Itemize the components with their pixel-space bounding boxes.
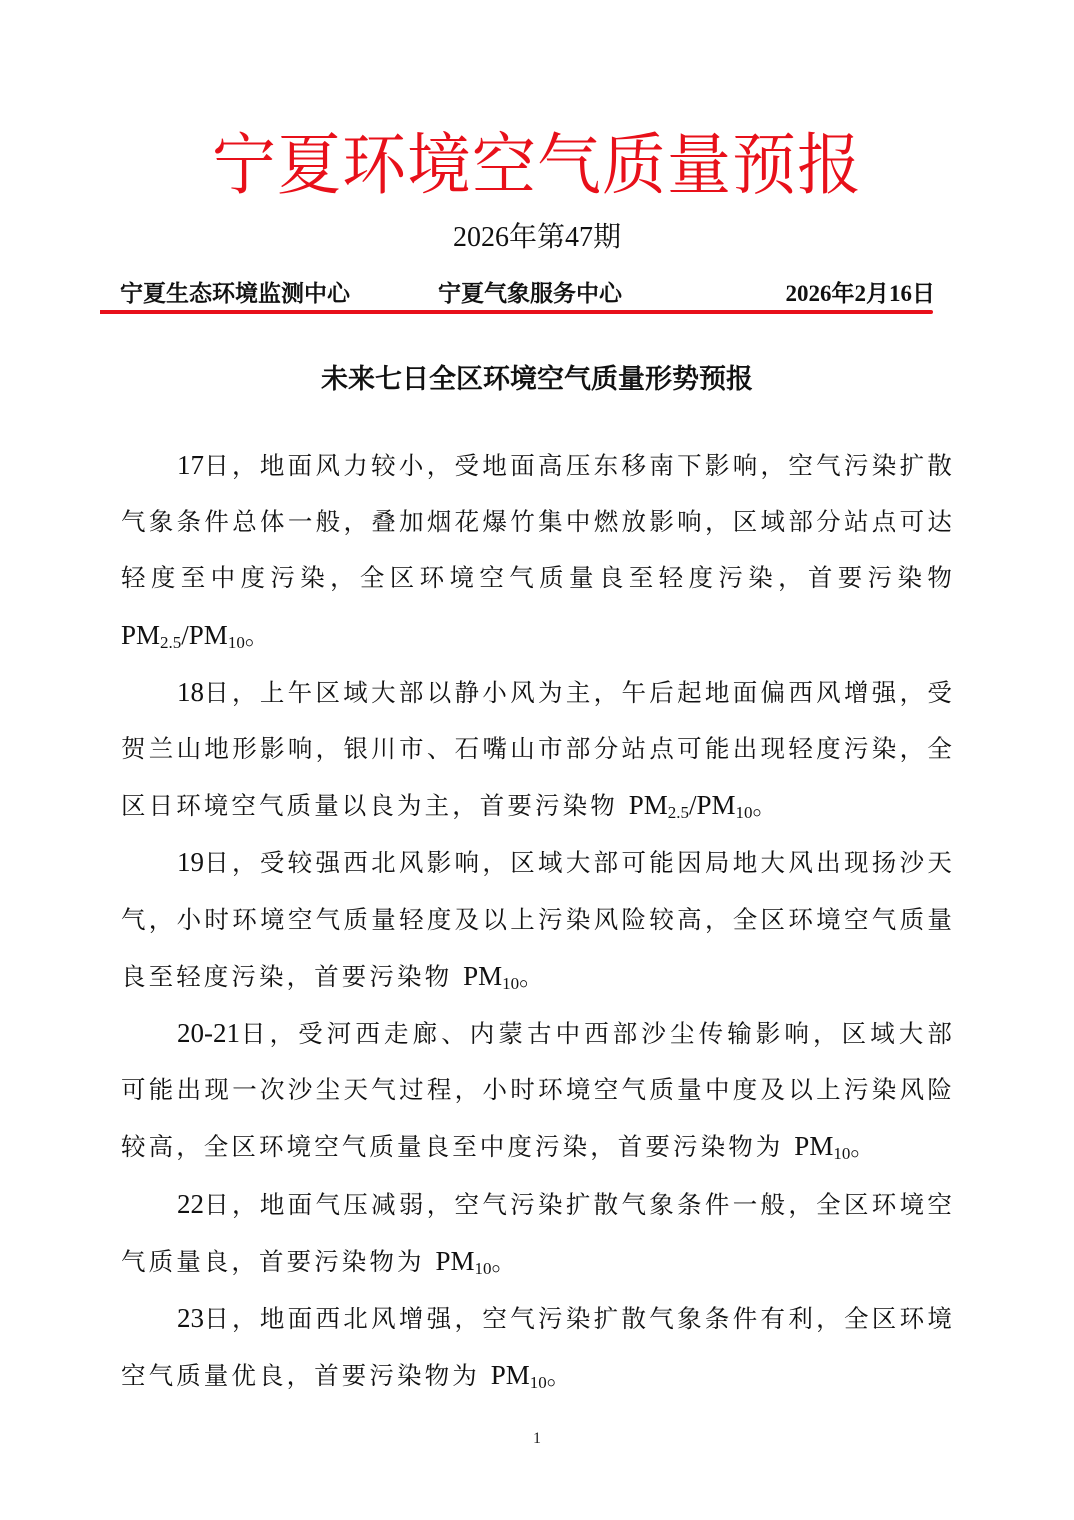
sentence-end: 。 — [519, 961, 547, 991]
primary-pollutant: $PM_{10}$ — [794, 1131, 851, 1164]
day-suffix: 日， — [204, 451, 260, 480]
issue-number: 2026年第47期 — [452, 222, 621, 253]
forecast-text: 地面风力较小，受地面高压东移南下影响，空气污染扩散气象条件总体一般，叠加烟花爆竹集中燃放影响，区域部分站点可达轻度至中度污染，全区环境空气质量良至轻度污染，首要污染物 — [121, 451, 956, 593]
forecast-text: 受较强西北风影响，区域大部可能因局地大风出现扬沙天气，小时环境空气质量轻度及以上污染风险较高，全区环境空气质量良至轻度污染，首要污染物 — [121, 848, 956, 991]
page-number: 1 — [533, 1430, 541, 1447]
forecast-paragraph-22 — [121, 1176, 955, 1290]
primary-pollutant: $PM_{10}$ — [463, 960, 520, 993]
publish-date: 2026年2月16日 — [785, 281, 935, 306]
section-title: 未来七日全区环境空气质量形势预报 — [321, 364, 753, 395]
forecast-day: 18 — [177, 676, 204, 707]
forecast-paragraph-23 — [121, 1290, 955, 1404]
publisher-header — [120, 277, 935, 311]
forecast-body — [121, 437, 955, 1404]
sentence-end: 。 — [491, 1246, 520, 1276]
primary-pollutant: $PM_{2.5}/PM_{10}$ — [121, 619, 245, 652]
forecast-paragraph-19 — [121, 834, 955, 1005]
sentence-end: 。 — [244, 620, 273, 650]
forecast-paragraph-18 — [121, 664, 955, 835]
day-suffix: 日， — [204, 1304, 260, 1334]
primary-pollutant: $PM_{10}$ — [435, 1245, 492, 1278]
day-suffix: 日， — [204, 677, 260, 707]
sentence-end: 。 — [850, 1132, 878, 1162]
forecast-text: 地面西北风增强，空气污染扩散气象条件有利，全区环境空气质量优良，首要污染物为 — [121, 1304, 956, 1391]
primary-pollutant: $PM_{10}$ — [490, 1360, 547, 1393]
sentence-end: 。 — [752, 791, 781, 821]
day-suffix: 日， — [204, 1189, 260, 1219]
primary-pollutant: $PM_{2.5}/PM_{10}$ — [628, 790, 753, 823]
forecast-day: 23 — [177, 1303, 204, 1334]
document-title: 宁夏环境空气质量预报 — [212, 127, 862, 205]
day-suffix: 日， — [240, 1019, 299, 1049]
forecast-day: 17 — [177, 450, 204, 480]
day-suffix: 日， — [204, 848, 260, 878]
forecast-paragraph-17 — [121, 437, 955, 664]
forecast-day: 20-21 — [177, 1018, 240, 1049]
forecast-day: 19 — [177, 847, 204, 878]
publisher-org-meteorology: 宁夏气象服务中心 — [438, 281, 622, 306]
forecast-day: 22 — [177, 1188, 204, 1219]
sentence-end: 。 — [546, 1361, 575, 1391]
publisher-org-ecology: 宁夏生态环境监测中心 — [120, 281, 350, 306]
forecast-paragraph-20-21 — [121, 1005, 955, 1176]
forecast-text: 地面气压减弱，空气污染扩散气象条件一般，全区环境空气质量良，首要污染物为 — [121, 1189, 956, 1276]
forecast-text: 上午区域大部以静小风为主，午后起地面偏西风增强，受贺兰山地形影响，银川市、石嘴山市部分站点可能出现轻度污染，全区日环境空气质量以良为主，首要污染物 — [121, 677, 956, 821]
forecast-text: 受河西走廊、内蒙古中西部沙尘传输影响，区域大部可能出现一次沙尘天气过程，小时环境空气质量中度及以上污染风险较高，全区环境空气质量良至中度污染，首要污染物为 — [121, 1019, 955, 1162]
red-divider-line — [100, 310, 933, 314]
